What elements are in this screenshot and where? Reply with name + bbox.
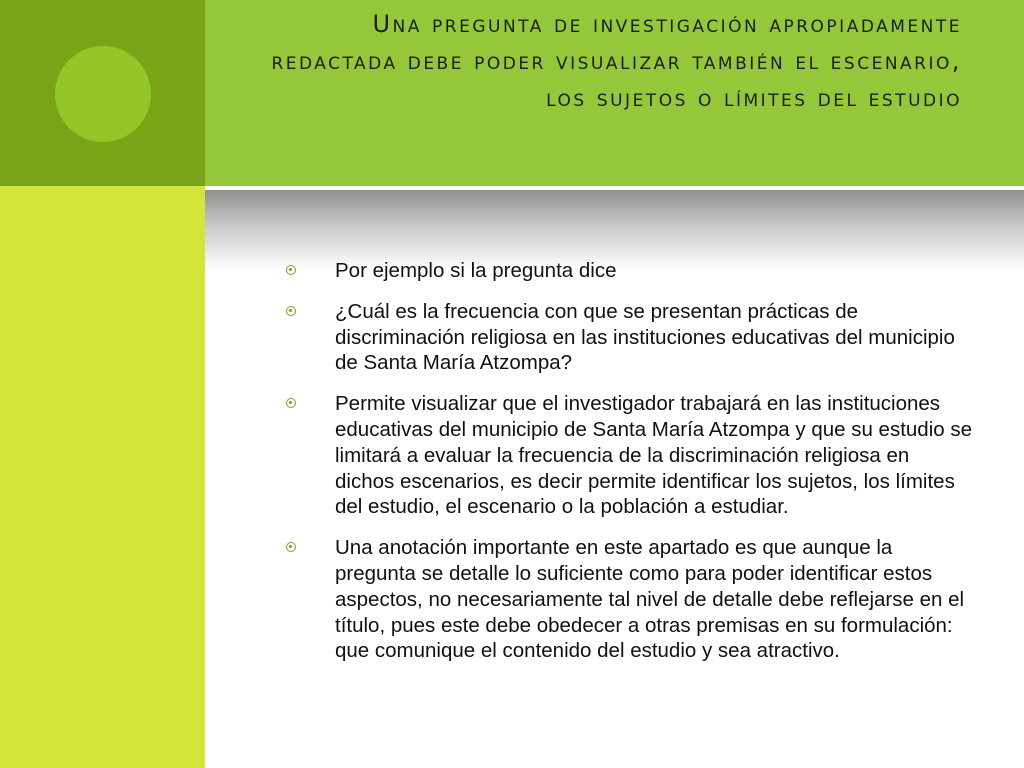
bullet-item: [282, 258, 972, 284]
slide-title: Una pregunta de investigación apropiadamente redactada debe poder visualizar también el escenario, los sujetos o límites del estudio: [271, 10, 962, 112]
circle-bullet-icon: [286, 265, 296, 275]
circle-bullet-icon: [286, 398, 296, 408]
bullet-item: [282, 391, 972, 520]
bullet-text: Permite visualizar que el investigador trabajará en las instituciones educativas del municipio de Santa María Atzompa y que su estudio se limitará a evaluar la frecuencia de la discriminación religiosa en dichos escenarios, es decir permite identificar los sujetos, los límites del estudio, el escenario o la población a estudiar.: [335, 392, 973, 519]
decorative-circle: [55, 46, 151, 142]
left-bottom-panel: [0, 186, 205, 768]
bullet-text: Una anotación importante en este apartado es que aunque la pregunta se detalle lo suficiente como para poder identificar estos aspectos, no necesariamente tal nivel de detalle debe reflejarse en el título, pues este debe obedecer a otras premisas en su formulación: que comunique el contenido del estudio y sea atractivo.: [335, 536, 965, 663]
bullet-text: Por ejemplo si la pregunta dice: [335, 259, 617, 282]
bullet-item: [282, 535, 972, 664]
bullet-text: ¿Cuál es la frecuencia con que se presentan prácticas de discriminación religiosa en las instituciones educativas del municipio de Santa María Atzompa?: [335, 299, 955, 375]
bullet-item: [282, 299, 972, 376]
bullet-list: [282, 258, 972, 679]
circle-bullet-icon: [286, 306, 296, 316]
circle-bullet-icon: [286, 542, 296, 552]
